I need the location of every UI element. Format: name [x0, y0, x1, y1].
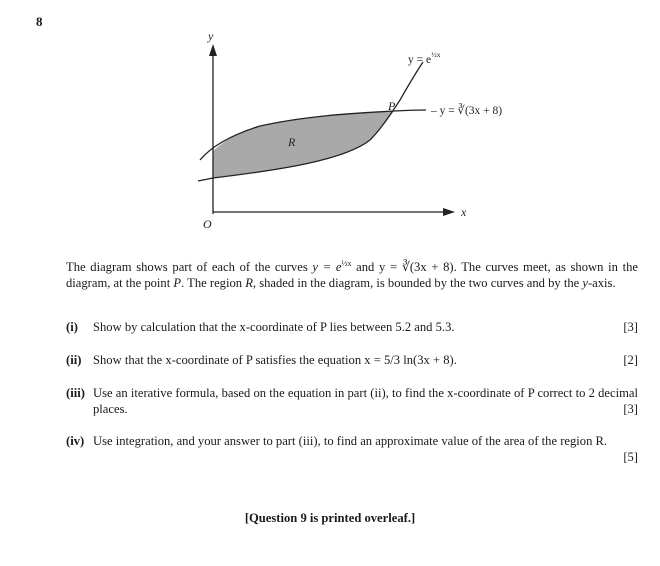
question-intro — [66, 256, 638, 291]
curve-exponential-label — [408, 50, 441, 66]
part-ii — [66, 353, 638, 369]
part-i-text: Show by calculation that the x-coordinate of P lies between 5.2 and 5.3. — [93, 320, 455, 334]
part-iv-marks: [5] — [623, 449, 638, 464]
part-iii-marks: [3] — [623, 401, 638, 416]
intro-text-c: . The region — [181, 275, 246, 290]
curve-cube-root-label-text: y = ∛(3x + 8) — [439, 105, 503, 117]
part-ii-label: (ii) — [66, 353, 82, 367]
intro-text-e: -axis. — [587, 275, 616, 290]
intro-text-a: The diagram shows part of each of the curves — [66, 260, 313, 275]
curve-exponential-label-exponent: ½x — [431, 50, 441, 59]
part-iii — [66, 386, 638, 418]
part-i-label: (i) — [66, 320, 78, 334]
part-iv-text: Use integration, and your answer to part (iii), to find an approximate value of the area of the region R. — [93, 434, 608, 448]
intro-axis: y — [582, 275, 588, 290]
intro-and: and — [351, 260, 380, 275]
y-axis-label: y — [208, 29, 214, 43]
curve-exponential-label-base: y = e — [408, 54, 432, 66]
intro-curve1-exponent: ½x — [341, 259, 352, 268]
intro-region: R — [245, 275, 253, 290]
region-r-label: R — [288, 135, 296, 149]
part-iii-label: (iii) — [66, 386, 85, 400]
intro-curve2: y = ∛(3x + 8) — [379, 260, 454, 275]
x-axis-arrow — [443, 208, 455, 216]
part-i — [66, 320, 638, 336]
intro-text-d: , shaded in the diagram, is bounded by the two curves and by the — [252, 275, 583, 290]
intro-text-b: . The curves meet, as shown in the diagram, at the point — [66, 260, 638, 290]
part-iv — [66, 434, 638, 466]
origin-label: O — [203, 217, 212, 231]
point-p-label: P — [388, 99, 396, 113]
y-axis-arrow — [209, 44, 217, 56]
part-ii-marks: [2] — [623, 353, 638, 367]
part-iii-text: Use an iterative formula, based on the equation in part (ii), to find the x-coordinate of P correct to 2 decimal places. — [93, 386, 638, 416]
intro-curve1: y = e — [312, 260, 342, 275]
x-axis-label: x — [461, 205, 467, 219]
question-number: 8 — [36, 14, 43, 29]
footer-note: [Question 9 is printed overleaf.] — [244, 511, 416, 525]
shaded-region-r — [213, 111, 394, 178]
part-iv-label: (iv) — [66, 434, 85, 448]
curves-diagram — [0, 0, 660, 250]
part-ii-text: Show that the x-coordinate of P satisfies the equation x = 5/3 ln(3x + 8). — [93, 353, 457, 367]
part-i-marks: [3] — [623, 320, 638, 334]
intro-point: P — [173, 275, 182, 290]
curve-cube-root-label: – y = ∛(3x + 8) — [431, 105, 503, 117]
